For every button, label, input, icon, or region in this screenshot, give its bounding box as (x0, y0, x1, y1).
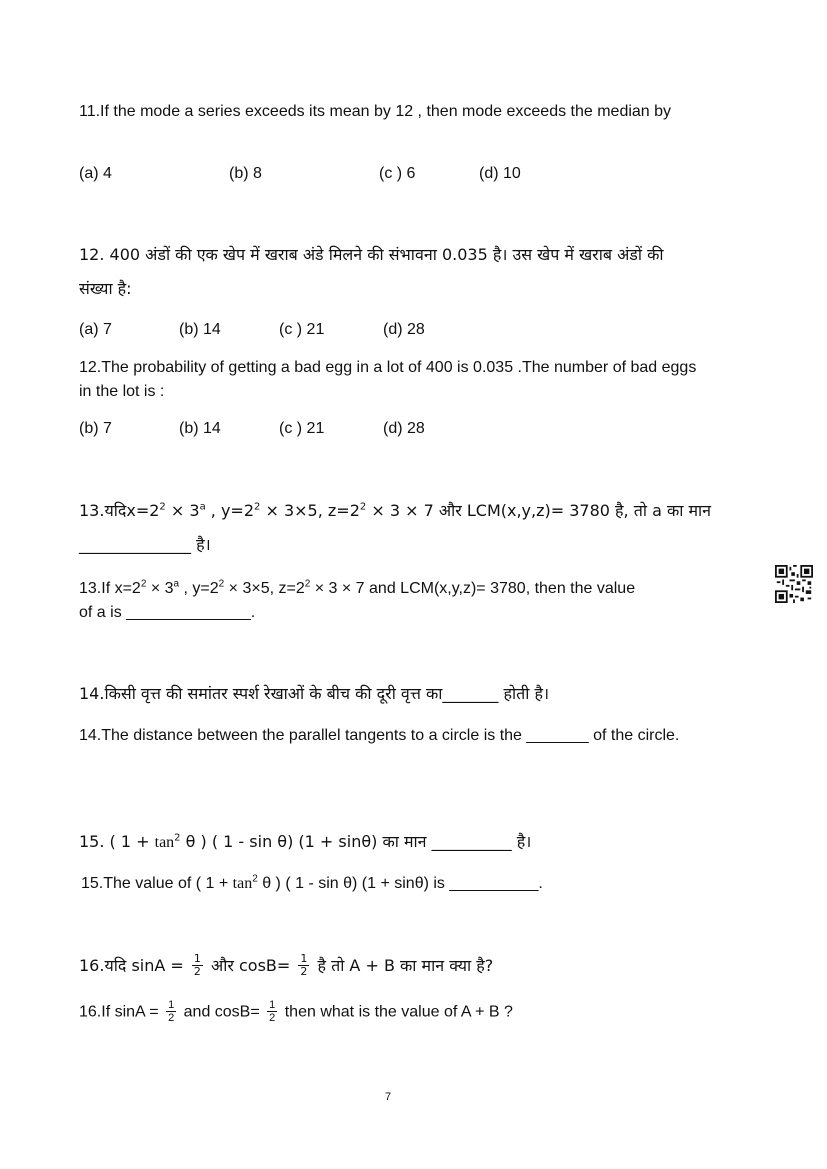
q12-hindi-option-d: (d) 28 (383, 321, 425, 338)
q11-text: 11.If the mode a series exceeds its mean by 12 , then mode exceeds the median by (79, 103, 672, 120)
q16-english-text: 16.If sinA = $\frac{1}{2}$ and cosB= $\frac{1}{2}$ then what is the value of A + B ? (79, 999, 513, 1024)
q12-hindi-option-a: (a) 7 (79, 321, 112, 338)
q13-hindi-text: $13.यदिx=2^2 \times 3^a$ , $y=2^2 \times 3\times 5$, $z=2^2 \times 3 \times 7$ और LCM(x,y,z)= 3780 है, तो a का मान ______________ है। (79, 501, 712, 554)
q12-english-options (79, 417, 702, 441)
q12-hindi-option-b: (b) 14 (179, 321, 221, 338)
q12-english-option-d: (d) 28 (383, 420, 425, 437)
q11-option-c: (c ) 6 (379, 165, 416, 182)
q12-english-text: 12.The probability of getting a bad egg in a lot of 400 is 0.035 .The number of bad eggs in the lot is : (79, 359, 697, 400)
q14-english-text: 14.The distance between the parallel tangents to a circle is the _______ of the circle. (79, 727, 680, 744)
q11-option-d: (d) 10 (479, 165, 521, 182)
q16-hindi-text: 16.यदि sinA = $\frac{1}{2}$ और cosB= $\frac{1}{2}$ है तो A + B का मान क्या है? (79, 952, 494, 978)
fraction-one-half: $\frac{1}{2}$ (269, 999, 276, 1024)
q11-option-b: (b) 8 (229, 165, 262, 182)
q11-options (79, 162, 702, 186)
q11-option-a: (a) 4 (79, 165, 112, 182)
fraction-one-half: $\frac{1}{2}$ (193, 952, 201, 978)
q13-hindi-line2: ______________ है। (79, 535, 211, 554)
q12-hindi-text: 12. 400 अंडों की एक खेप में खराब अंडे मिलने की संभावना 0.035 है। उस खेप में खराब अंडों की संख्या है: (79, 245, 664, 298)
q12-english-option-a: (b) 7 (79, 420, 112, 437)
fraction-one-half: $\frac{1}{2}$ (300, 952, 308, 978)
fraction-one-half: $\frac{1}{2}$ (168, 999, 175, 1024)
q12-hindi-options (79, 318, 702, 342)
qr-code-icon (775, 565, 813, 603)
q15-hindi-text: 15. ( $1 + \tan^2 \theta$ ) ( 1 - sin θ) (1 + sinθ) का मान __________ है। (79, 832, 532, 851)
q13-english-line2: of a is ______________. (79, 604, 256, 621)
q13-english-text: 13.If $x=2^2 \times 3^a$ , $y=2^2 \times 3\times 5$, $z=2^2 \times 3 \times 7$ and LCM(x,y,z)= 3780, then the value of a is ______________. (79, 578, 636, 621)
q15-english-text: 15.The value of ( $1 + \tan^2 \theta$ ) ( 1 - sin θ) (1 + sinθ) is __________. (81, 873, 543, 892)
q12-english-option-c: (c ) 21 (279, 420, 325, 437)
q12-hindi-option-c: (c ) 21 (279, 321, 325, 338)
page-number: 7 (385, 1091, 392, 1103)
q14-hindi-text: 14.किसी वृत्त की समांतर स्पर्श रेखाओं के बीच की दूरी वृत्त का_______ होती है। (79, 684, 550, 703)
q12-english-option-b: (b) 14 (179, 420, 221, 437)
